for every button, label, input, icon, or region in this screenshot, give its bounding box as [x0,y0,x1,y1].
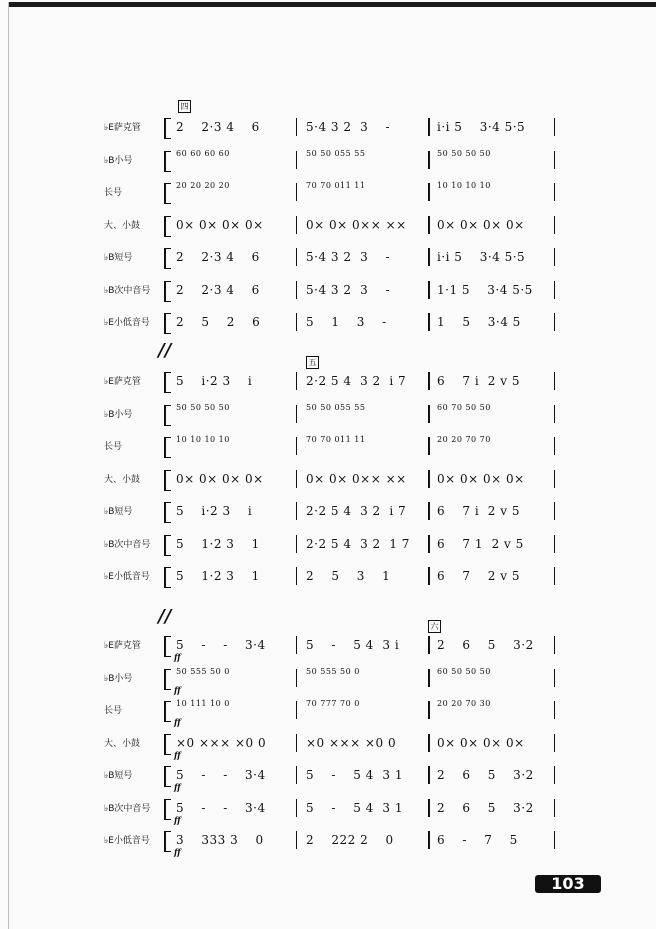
measure-notes: 5 - - 3·4 [176,800,266,815]
barline [296,567,297,585]
instrument-label: ♭B次中音号 [104,803,151,814]
barline [554,535,555,553]
barline [554,669,555,687]
staff-row [0,148,656,171]
measure-notes: 6 - 7 5 [437,833,518,847]
barline [296,405,297,423]
barline [296,281,297,299]
system-separator: // [158,340,172,361]
barline [428,372,430,390]
barline [296,636,297,654]
barline [428,636,430,654]
barline [554,831,555,849]
barline [428,535,430,553]
barline [554,151,555,169]
measure-notes: 70 70 011 11 [306,181,366,190]
measure-notes: 0× 0× 0× 0× [437,471,525,486]
staff-bracket [164,831,171,852]
barline [296,701,297,719]
instrument-label: 大、小鼓 [104,474,141,485]
top-rule [8,2,656,7]
barline [428,437,430,455]
dynamic-marking: ff [174,652,181,662]
measure-notes: 5 1 3 - [306,315,387,329]
barline [428,470,430,488]
instrument-label: ♭B短号 [104,507,133,517]
measure-notes: 5 - 5 4 3 1 [306,800,404,815]
staff-row [0,313,656,333]
measure-notes: 50 555 50 0 [176,666,230,676]
barline [296,766,297,784]
measure-notes: 10 10 10 10 [437,181,491,190]
measure-notes: 70 70 011 11 [306,435,366,444]
barline [428,734,430,752]
instrument-label: ♭E萨克管 [104,641,141,651]
staff-bracket [164,567,171,588]
dynamic-marking: ff [174,847,181,857]
measure-notes: 50 555 50 0 [306,666,360,676]
rehearsal-mark: 五 [306,356,319,369]
barline [296,799,297,817]
barline [296,502,297,520]
barline [428,799,430,817]
barline [554,567,555,585]
staff-bracket [164,405,171,426]
measure-notes: 2·2 5 4 3 2 i 7 [306,504,407,518]
measure-notes: 0× 0× 0× 0× [176,471,264,486]
measure-notes: 60 50 50 50 [437,666,491,676]
staff-row [0,183,656,203]
barline [428,567,430,585]
barline [296,535,297,553]
dynamic-marking: ff [174,814,181,825]
barline [296,470,297,488]
measure-notes: 3 333 3 0 [176,833,264,847]
barline [296,118,297,136]
instrument-label: ♭B次中音号 [104,539,151,550]
instrument-label: ♭E小低音号 [104,836,150,846]
instrument-label: ♭E小低音号 [104,572,150,582]
measure-notes: 20 20 70 30 [437,699,491,708]
staff-row [0,470,656,490]
barline [428,118,430,136]
measure-notes: 2 6 5 3·2 [437,638,534,652]
measure-notes: 0× 0× 0×× ×× [306,217,407,232]
measure-notes: 0× 0× 0× 0× [437,217,525,232]
staff-bracket [164,636,171,657]
staff-row [0,666,656,695]
measure-notes: 6 7 i 2 v 5 [437,504,520,518]
staff-row [0,535,656,555]
measure-notes: 50 50 055 55 [306,402,366,412]
measure-notes: 0× 0× 0× 0× [176,217,264,232]
measure-notes: 50 50 50 50 [437,148,491,158]
barline [296,669,297,687]
rehearsal-mark: 四 [178,100,191,113]
staff-bracket [164,118,171,139]
staff-row [0,636,656,662]
barline [554,183,555,201]
measure-notes: 5 i·2 3 i [176,374,253,388]
measure-notes: 6 7 2 v 5 [437,569,520,583]
measure-notes: 50 50 50 50 [176,402,230,412]
barline [428,701,430,719]
staff-bracket [164,437,171,458]
measure-notes: 5 - 5 4 3 1 [306,768,404,782]
barline [554,734,555,752]
staff-bracket [164,734,171,755]
barline [554,766,555,784]
instrument-label: ♭B小号 [104,155,133,166]
barline [296,151,297,169]
instrument-label: ♭E萨克管 [104,377,141,387]
staff-bracket [164,216,171,237]
staff-bracket [164,372,171,393]
measure-notes: 60 60 60 60 [176,148,230,158]
measure-notes: 2 6 5 3·2 [437,768,534,782]
measure-notes: 5·4 3 2 3 - [306,250,391,264]
staff-row [0,831,656,857]
barline [428,766,430,784]
barline [554,701,555,719]
barline [428,151,430,169]
measure-notes: 5 - 5 4 3 i [306,638,400,652]
measure-notes: ×0 ××× ×0 0 [176,735,267,750]
instrument-label: ♭E萨克管 [104,123,141,133]
measure-notes: 1·1 5 3·4 5·5 [437,282,533,297]
staff-row [0,118,656,138]
measure-notes: 50 50 055 55 [306,148,366,158]
measure-notes: 2 2·3 4 6 [176,282,260,297]
instrument-label: ♭B次中音号 [104,285,151,296]
barline [554,281,555,299]
measure-notes: 5·4 3 2 3 - [306,282,391,297]
staff-row [0,502,656,522]
instrument-label: ♭B小号 [104,409,133,420]
system-separator: // [158,606,172,627]
staff-bracket [164,470,171,491]
staff-row [0,248,656,268]
barline [554,118,555,136]
staff-row [0,216,656,236]
staff-row [0,734,656,760]
measure-notes: 20 20 70 70 [437,435,491,444]
measure-notes: 6 7 i 2 v 5 [437,374,520,388]
staff-bracket [164,535,171,556]
barline [554,799,555,817]
rehearsal-mark: 六 [428,620,441,633]
barline [554,502,555,520]
instrument-label: ♭E小低音号 [104,318,150,328]
instrument-label: 大、小鼓 [104,220,141,231]
barline [428,216,430,234]
left-margin-line [8,2,9,929]
instrument-label: ♭B小号 [104,673,133,684]
barline [554,437,555,455]
staff-row [0,372,656,392]
measure-notes: 2 2·3 4 6 [176,250,260,264]
measure-notes: 20 20 20 20 [176,181,230,190]
measure-notes: 5 1·2 3 1 [176,569,260,583]
staff-row [0,567,656,587]
measure-notes: 5 1·2 3 1 [176,536,260,551]
measure-notes: 70 777 70 0 [306,699,360,708]
staff-bracket [164,701,171,722]
barline [428,405,430,423]
measure-notes: ×0 ××× ×0 0 [306,735,397,750]
measure-notes: 5 - - 3·4 [176,638,266,652]
barline [296,248,297,266]
barline [428,669,430,687]
measure-notes: 2·2 5 4 3 2 1 7 [306,536,410,551]
staff-bracket [164,313,171,334]
barline [554,372,555,390]
instrument-label: 长号 [104,188,123,198]
barline [428,313,430,331]
measure-notes: 5 - - 3·4 [176,768,266,782]
instrument-label: 大、小鼓 [104,738,141,749]
barline [296,734,297,752]
instrument-label: ♭B短号 [104,253,133,263]
barline [554,216,555,234]
measure-notes: 2 5 2 6 [176,315,261,329]
staff-bracket [164,669,171,690]
measure-notes: 2 5 3 1 [306,569,391,583]
staff-row [0,799,656,825]
dynamic-marking: ff [174,717,181,727]
measure-notes: 5 i·2 3 i [176,504,253,518]
measure-notes: i·i 5 3·4 5·5 [437,120,526,134]
measure-notes: 1 5 3·4 5 [437,315,521,329]
measure-notes: 5·4 3 2 3 - [306,120,391,134]
measure-notes: i·i 5 3·4 5·5 [437,250,526,264]
measure-notes: 2 222 2 0 [306,833,394,847]
staff-bracket [164,799,171,820]
staff-bracket [164,766,171,787]
barline [296,372,297,390]
barline [428,183,430,201]
barline [554,636,555,654]
measure-notes: 10 10 10 10 [176,435,230,444]
barline [554,405,555,423]
staff-bracket [164,183,171,204]
instrument-label: 长号 [104,706,123,716]
barline [428,281,430,299]
measure-notes: 2·2 5 4 3 2 i 7 [306,374,407,388]
barline [296,831,297,849]
page-number: 103 [535,875,601,893]
barline [296,216,297,234]
staff-bracket [164,502,171,523]
measure-notes: 0× 0× 0×× ×× [306,471,407,486]
staff-bracket [164,248,171,269]
barline [554,248,555,266]
instrument-label: ♭B短号 [104,771,133,781]
measure-notes: 2 6 5 3·2 [437,800,534,815]
barline [296,183,297,201]
measure-notes: 0× 0× 0× 0× [437,735,525,750]
measure-notes: 2 2·3 4 6 [176,120,260,134]
measure-notes: 6 7 1 2 v 5 [437,536,524,551]
barline [296,437,297,455]
staff-row [0,699,656,727]
staff-bracket [164,281,171,302]
staff-row [0,766,656,792]
measure-notes: 10 111 10 0 [176,699,230,708]
barline [428,502,430,520]
barline [554,313,555,331]
staff-row [0,402,656,425]
instrument-label: 长号 [104,442,123,452]
staff-row [0,281,656,301]
staff-row [0,437,656,457]
staff-bracket [164,151,171,172]
dynamic-marking: ff [174,684,181,695]
dynamic-marking: ff [174,782,181,792]
dynamic-marking: ff [174,749,181,760]
barline [428,248,430,266]
barline [554,470,555,488]
measure-notes: 60 70 50 50 [437,402,491,412]
barline [296,313,297,331]
barline [428,831,430,849]
